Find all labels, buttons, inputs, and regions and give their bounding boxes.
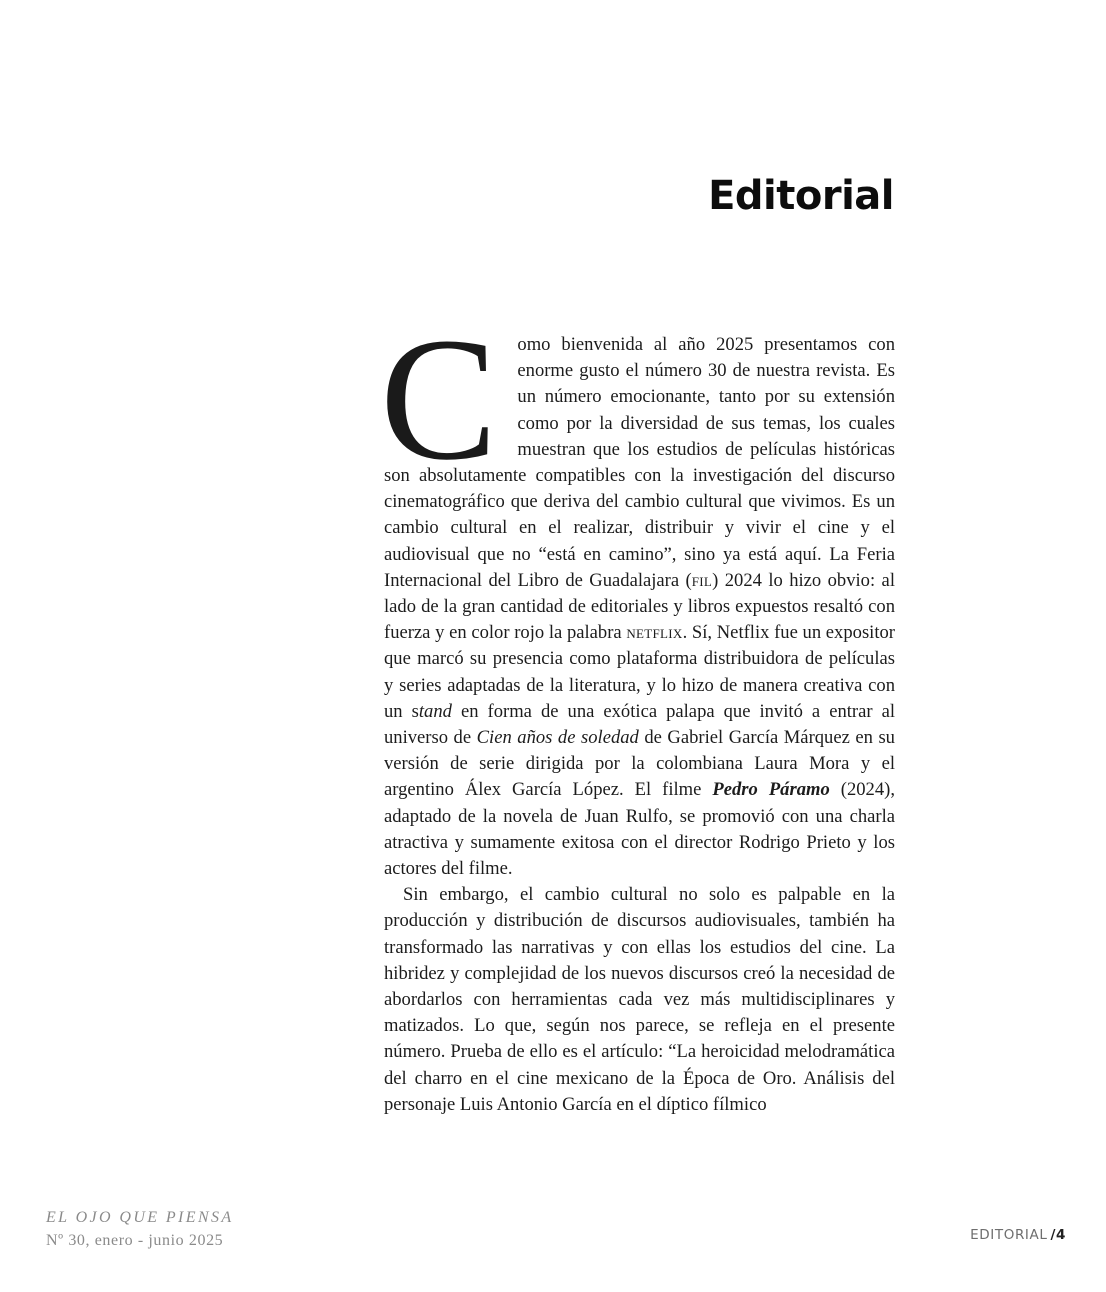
paragraph-1 xyxy=(380,302,895,882)
editorial-article xyxy=(380,302,895,1118)
paragraph-1-text-3: . Sí, Netflix fue un expositor que marcó su presencia como plataforma distribuidora de películas y series adaptadas de la literatura, y lo hizo de manera creativa con un s xyxy=(384,622,895,722)
page-title: Editorial xyxy=(708,173,894,219)
paragraph-1-text-5: de Gabriel García Márquez en su versión de serie dirigida por la colombiana Laura Mora y el argentino Álex García López. El filme xyxy=(384,727,895,801)
page-number: 4 xyxy=(1056,1227,1066,1243)
page-separator: / xyxy=(1050,1227,1056,1243)
journal-footer xyxy=(46,1206,234,1252)
section-name: EDITORIAL xyxy=(970,1227,1048,1243)
drop-cap: C xyxy=(380,302,498,497)
paragraph-1-text-6: (2024), adaptado de la novela de Juan Rulfo, se promovió con una charla atractiva y sumamente exitosa con el director Rodrigo Prieto y los actores del filme. xyxy=(384,779,895,880)
fil-acronym: fil xyxy=(691,569,713,591)
paragraph-1-text-1: omo bienvenida al año 2025 presentamos con enorme gusto el número 30 de nuestra revista. Es un número emocionante, tanto por su extensión como por la diversidad de sus temas, los cuales muestran que los estudios de películas históricas son absolutamente compatibles con la investigación del discurso cinematográfico que deriva del cambio cultural que vivimos. Es un cambio cultural en el realizar, distribuir y vivir el cine y el audiovisual que no “está en camino”, sino ya está aquí. La Feria Internacional del Libro de Guadalajara ( xyxy=(384,334,895,591)
stand-italic: tand xyxy=(418,700,452,722)
page-footer xyxy=(970,1227,1066,1243)
paragraph-1-text-2: ) 2024 lo hizo obvio: al lado de la gran cantidad de editoriales y libros expuestos resaltó con fuerza y en color rojo la palabra xyxy=(384,569,895,644)
netflix-word: netflix xyxy=(626,622,683,644)
cien-anos-title: Cien años de soledad xyxy=(476,727,639,749)
paragraph-2: Sin embargo, el cambio cultural no solo es palpable en la producción y distribución de discursos audiovisuales, también ha transformado las narrativas y con ellas los estudios del cine. La hibridez y complejidad de los nuevos discursos creó la necesidad de abordarlos con herramientas cada vez más multidisciplinares y matizados. Lo que, según nos parece, se refleja en el presente número. Prueba de ello es el artículo: “La heroicidad melodramática del charro en el cine mexicano de la Época de Oro. Análisis del personaje Luis Antonio García en el díptico fílmico xyxy=(384,884,895,1115)
paragraph-1-text-4: en forma de una exótica palapa que invitó a entrar al universo de xyxy=(384,700,895,749)
journal-name: EL OJO QUE PIENSA xyxy=(46,1209,234,1226)
issue-info: Nº 30, enero - junio 2025 xyxy=(46,1232,224,1249)
pedro-paramo-title: Pedro Páramo xyxy=(712,779,830,801)
